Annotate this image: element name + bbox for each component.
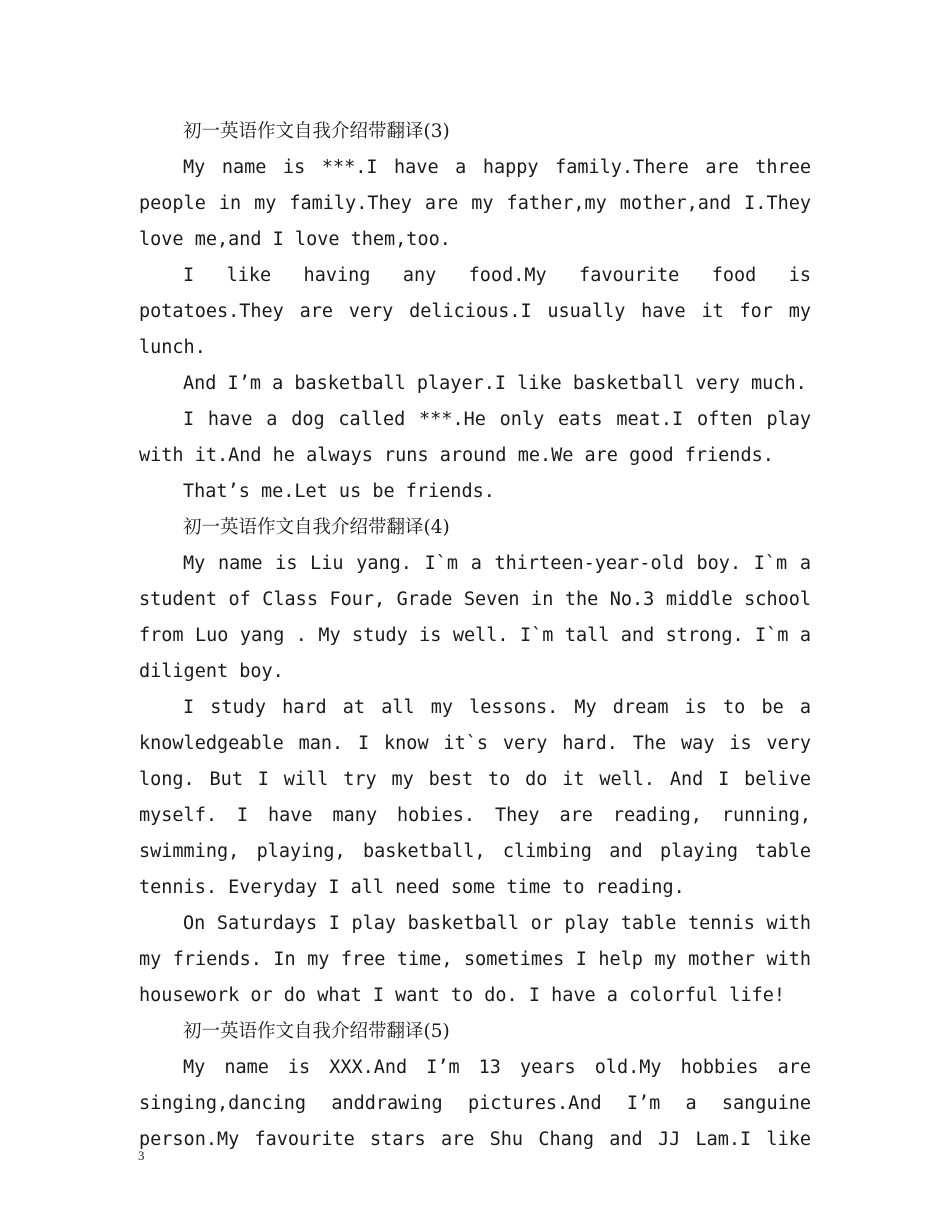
section-heading-5: 初一英语作文自我介绍带翻译(5) xyxy=(183,1021,450,1042)
paragraph: And I’m a basketball player.I like basketball very much. xyxy=(183,373,807,394)
page-number: 3 xyxy=(138,1148,145,1163)
paragraph: My name is ***.I have a happy family.There are three people in my family.They are my father,my mother,and I.They love me,and I love them,too. xyxy=(139,157,811,250)
paragraph: My name is XXX.And I’m 13 years old.My hobbies are singing,dancing anddrawing pictures.And I’m a sanguine person.My favourite stars are Shu Chang and JJ Lam.I like xyxy=(139,1057,811,1150)
paragraph: That’s me.Let us be friends. xyxy=(183,481,495,502)
paragraph: On Saturdays I play basketball or play table tennis with my friends. In my free time, sometimes I help my mother with housework or do what I want to do. I have a colorful life! xyxy=(139,913,811,1006)
section-heading-3: 初一英语作文自我介绍带翻译(3) xyxy=(183,121,450,142)
document-body xyxy=(139,114,811,1158)
paragraph: I like having any food.My favourite food is potatoes.They are very delicious.I usually have it for my lunch. xyxy=(139,265,811,358)
paragraph: I have a dog called ***.He only eats meat.I often play with it.And he always runs around me.We are good friends. xyxy=(139,409,811,466)
paragraph: I study hard at all my lessons. My dream is to be a knowledgeable man. I know it`s very hard. The way is very long. But I will try my best to do it well. And I belive myself. I have many hobies. They are reading, running, swimming, playing, basketball, climbing and playing table tennis. Everyday I all need some time to reading. xyxy=(139,697,811,898)
section-heading-4: 初一英语作文自我介绍带翻译(4) xyxy=(183,517,450,538)
paragraph: My name is Liu yang. I`m a thirteen-year-old boy. I`m a student of Class Four, Grade Seven in the No.3 middle school from Luo yang . My study is well. I`m tall and strong. I`m a diligent boy. xyxy=(139,553,811,682)
